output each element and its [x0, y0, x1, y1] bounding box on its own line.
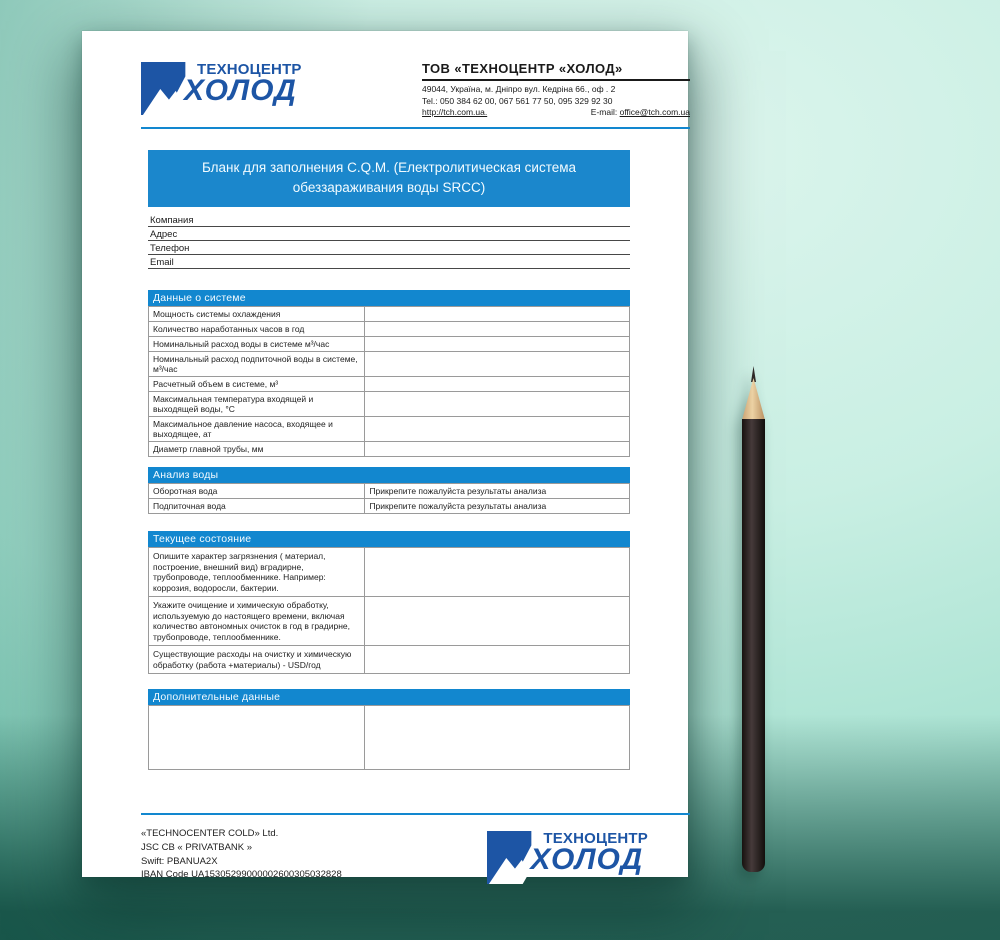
footer-swift-code: Swift: PBANUA2X — [141, 855, 218, 867]
table-row — [149, 646, 630, 674]
field-company: Компания — [148, 213, 630, 227]
row-value-cell — [365, 352, 630, 377]
section-additional-data — [148, 689, 630, 770]
row-value-cell — [365, 377, 630, 392]
row-label: Номинальный расход воды в системе м³/час — [149, 337, 365, 352]
row-label: Подпиточная вода — [149, 499, 365, 514]
company-name: ТОВ «ТЕХНОЦЕНТР «ХОЛОД» — [422, 61, 690, 81]
empty-cell — [365, 706, 630, 770]
logo-text-line1: ТЕХНОЦЕНТР — [543, 830, 648, 847]
row-label: Мощность системы охлаждения — [149, 307, 365, 322]
footer-company-name: «TECHNOCENTER COLD» Ltd. — [141, 828, 279, 839]
row-value-cell — [365, 392, 630, 417]
table-row — [149, 352, 630, 377]
table-row — [149, 417, 630, 442]
contact-fields — [148, 213, 630, 269]
table-row — [149, 706, 630, 770]
additional-data-table — [148, 705, 630, 770]
row-value-cell — [365, 322, 630, 337]
row-value-cell — [365, 646, 630, 674]
company-address: 49044, Україна, м. Дніпро вул. Кедріна 66., оф . 2 — [422, 84, 616, 94]
row-value-cell — [365, 337, 630, 352]
row-label: Количество наработанных часов в год — [149, 322, 365, 337]
row-label: Максимальная температура входящей и выходящей воды, °С — [149, 392, 365, 417]
header-divider-line — [141, 127, 690, 129]
section-current-header: Текущее состояние — [148, 531, 630, 547]
document-footer — [141, 827, 690, 884]
current-condition-table — [148, 547, 630, 674]
table-row — [149, 442, 630, 457]
field-email: Email — [148, 255, 630, 269]
row-label: Оборотная вода — [149, 484, 365, 499]
email-label: E-mail: — [590, 107, 618, 117]
footer-bank-name: JSC CB « PRIVATBANK » — [141, 841, 253, 853]
logo-text-line2: ХОЛОД — [530, 843, 644, 876]
form-document-sheet — [82, 31, 690, 881]
company-website: http://tch.com.ua. — [422, 107, 488, 117]
row-value-cell — [365, 417, 630, 442]
table-row — [149, 499, 630, 514]
field-address: Адрес — [148, 227, 630, 241]
row-label: Существующие расходы на очистку и химическую обработку (работа +материалы) - USD/год — [149, 646, 365, 674]
email-line — [591, 107, 690, 119]
table-row — [149, 307, 630, 322]
row-value-cell — [365, 442, 630, 457]
section-water-analysis — [148, 467, 630, 514]
section-additional-header: Дополнительные данные — [148, 689, 630, 705]
row-value-cell — [365, 307, 630, 322]
row-value: Прикрепите пожалуйста результаты анализа — [365, 484, 630, 499]
footer-divider-line — [141, 813, 690, 815]
row-value-cell — [365, 548, 630, 597]
footer-iban-code: IBAN Code UA15305299000002600305032828 — [141, 869, 342, 881]
section-system-data — [148, 290, 630, 457]
company-phones: Tel.: 050 384 62 00, 067 561 77 50, 095 329 92 30 — [422, 95, 613, 106]
row-label: Максимальное давление насоса, входящее и выходящее, ат — [149, 417, 365, 442]
pencil — [742, 366, 765, 872]
table-row — [149, 322, 630, 337]
company-email: office@tch.com.ua — [619, 107, 690, 117]
pencil-wood-cone — [742, 378, 765, 420]
row-label: Расчетный объем в системе, м³ — [149, 377, 365, 392]
bank-details-block — [141, 827, 342, 882]
logo-text-line1: ТЕХНОЦЕНТР — [197, 61, 302, 78]
logo-text-line2: ХОЛОД — [184, 74, 297, 107]
field-phone: Телефон — [148, 241, 630, 255]
company-logo — [141, 61, 302, 115]
section-system-header: Данные о системе — [148, 290, 630, 306]
document-header — [141, 61, 690, 119]
system-data-table — [148, 306, 630, 457]
pencil-body — [742, 419, 765, 872]
row-label: Диаметр главной трубы, мм — [149, 442, 365, 457]
table-row — [149, 597, 630, 646]
table-row — [149, 484, 630, 499]
row-label: Укажите очищение и химическую обработку, используемую до настоящего времени, включая количество автономных очисток в год в градирне, трубопроводе, теплообменнике. — [149, 597, 365, 646]
empty-cell — [149, 706, 365, 770]
table-row — [149, 392, 630, 417]
row-value-cell — [365, 597, 630, 646]
footer-company-logo — [487, 830, 648, 884]
header-contact-block — [422, 61, 690, 119]
section-current-condition — [148, 531, 630, 674]
row-value: Прикрепите пожалуйста результаты анализа — [365, 499, 630, 514]
table-row — [149, 548, 630, 597]
water-analysis-table — [148, 483, 630, 514]
table-row — [149, 337, 630, 352]
table-row — [149, 377, 630, 392]
section-analysis-header: Анализ воды — [148, 467, 630, 483]
row-label: Номинальный расход подпиточной воды в системе, м³/час — [149, 352, 365, 377]
row-label: Опишите характер загрязнения ( материал, построение, внешний вид) вградирне, трубопроводе, теплообменнике. Например: коррозия, водоросли, бактерии. — [149, 548, 365, 597]
form-title-banner: Бланк для заполнения C.Q.M. (Електролитическая система обеззараживания воды SRCC) — [148, 150, 630, 207]
